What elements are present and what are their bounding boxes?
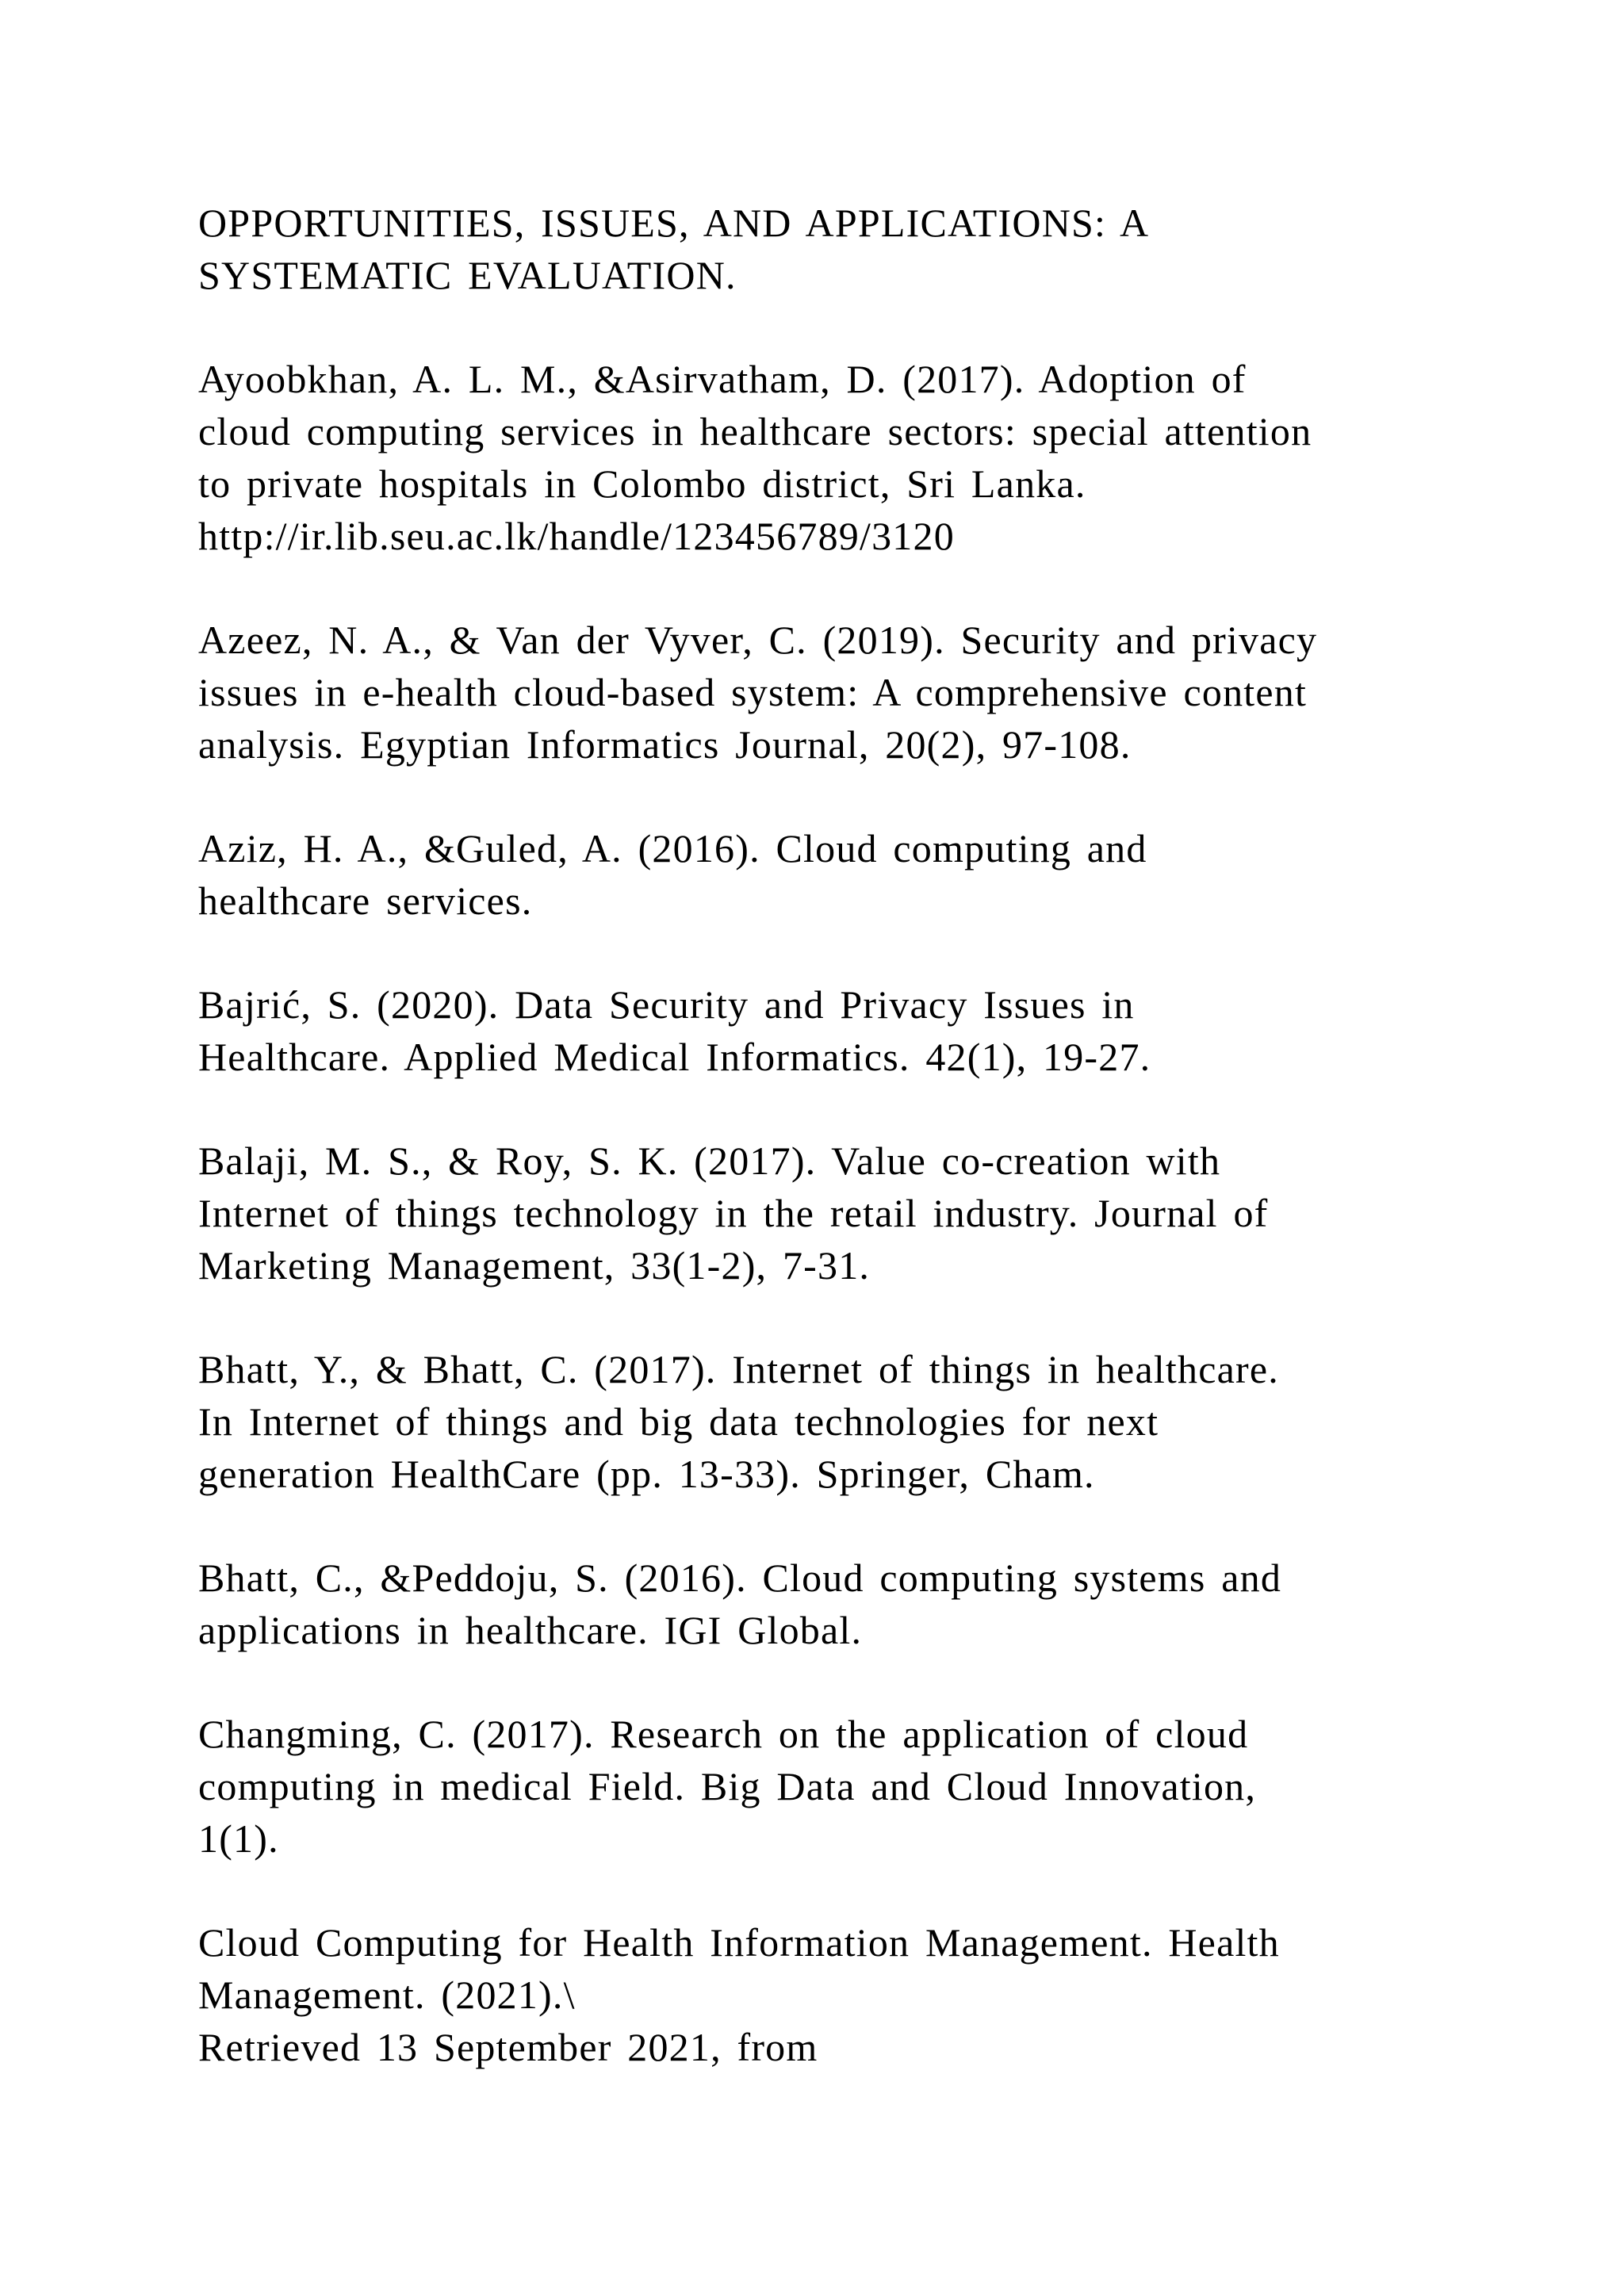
reference-line: Aziz, H. A., &Guled, A. (2016). Cloud computing and: [198, 826, 1147, 871]
reference-line: issues in e-health cloud-based system: A comprehensive content: [198, 670, 1308, 714]
reference-line: applications in healthcare. IGI Global.: [198, 1608, 863, 1652]
reference-line: analysis. Egyptian Informatics Journal, 20(2), 97-108.: [198, 722, 1132, 767]
reference-line: Marketing Management, 33(1-2), 7-31.: [198, 1243, 871, 1288]
reference-entry: [198, 1343, 1499, 1500]
reference-entry: [198, 1552, 1499, 1656]
reference-line: to private hospitals in Colombo district, Sri Lanka.: [198, 461, 1086, 506]
reference-list: [198, 197, 1499, 2125]
reference-line: SYSTEMATIC EVALUATION.: [198, 253, 737, 297]
reference-line: cloud computing services in healthcare sectors: special attention: [198, 409, 1312, 453]
reference-entry: [198, 197, 1499, 301]
reference-line: Retrieved 13 September 2021, from: [198, 2025, 818, 2069]
reference-entry: [198, 1916, 1499, 2073]
reference-entry: [198, 822, 1499, 927]
reference-line: computing in medical Field. Big Data and Cloud Innovation,: [198, 1764, 1257, 1808]
reference-line: Bhatt, Y., & Bhatt, C. (2017). Internet of things in healthcare.: [198, 1347, 1279, 1391]
reference-entry: [198, 1708, 1499, 1865]
reference-line: In Internet of things and big data technologies for next: [198, 1399, 1159, 1444]
reference-line: Internet of things technology in the retail industry. Journal of: [198, 1191, 1269, 1235]
reference-line: Cloud Computing for Health Information Management. Health: [198, 1920, 1280, 1965]
reference-line: Azeez, N. A., & Van der Vyver, C. (2019). Security and privacy: [198, 618, 1318, 662]
reference-line: OPPORTUNITIES, ISSUES, AND APPLICATIONS: A: [198, 201, 1150, 245]
reference-line: Bajrić, S. (2020). Data Security and Privacy Issues in: [198, 982, 1135, 1027]
reference-line: Changming, C. (2017). Research on the application of cloud: [198, 1712, 1249, 1756]
reference-line: 1(1).: [198, 1816, 279, 1861]
reference-entry: [198, 1135, 1499, 1292]
reference-url[interactable]: http://ir.lib.seu.ac.lk/handle/123456789/3120: [198, 514, 955, 558]
reference-entry: [198, 614, 1499, 771]
reference-line: Ayoobkhan, A. L. M., &Asirvatham, D. (2017). Adoption of: [198, 357, 1247, 401]
reference-entry: [198, 978, 1499, 1083]
reference-line: generation HealthCare (pp. 13-33). Springer, Cham.: [198, 1452, 1095, 1496]
reference-line: Balaji, M. S., & Roy, S. K. (2017). Value co-creation with: [198, 1138, 1221, 1183]
reference-line: Management. (2021).\: [198, 1973, 576, 2017]
reference-line: Healthcare. Applied Medical Informatics. 42(1), 19-27.: [198, 1035, 1151, 1079]
reference-line: healthcare services.: [198, 878, 533, 923]
reference-entry: [198, 353, 1499, 562]
reference-line: Bhatt, C., &Peddoju, S. (2016). Cloud computing systems and: [198, 1556, 1282, 1600]
